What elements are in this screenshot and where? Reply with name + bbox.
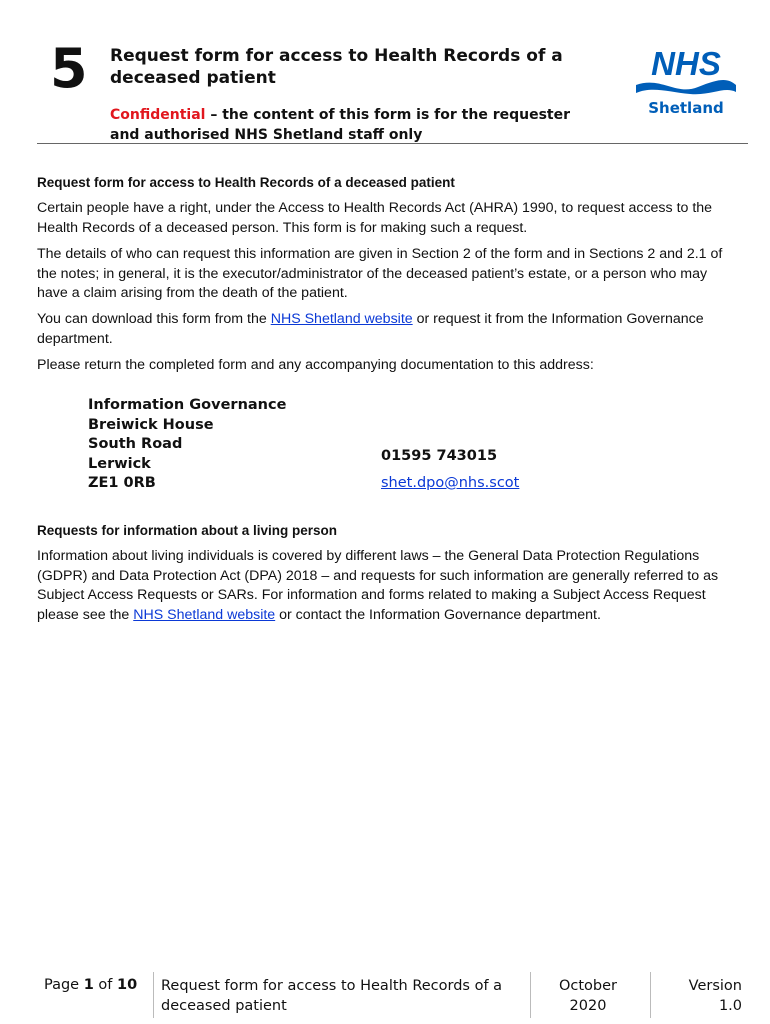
intro-p2-text: The details of who can request this information are given in Section 2 of the form and in Sections 2 and 2.1 of the notes; in general, it is the executor/administrator of the deceased patient’s estate, or a person who may have a claim arising from the death of the patient. — [37, 246, 723, 301]
footer-date — [548, 977, 628, 1016]
section-number: 5 — [50, 37, 88, 100]
page-total: 10 — [117, 977, 138, 993]
phone-number: 01595 743015 — [381, 448, 498, 464]
page-of: of — [93, 977, 118, 993]
logo-nhs-text: NHS — [651, 45, 721, 82]
header-divider — [37, 143, 748, 144]
address-line: South Road — [88, 436, 183, 452]
page-prefix: Page — [44, 977, 84, 993]
confidential-notice — [110, 105, 580, 145]
intro-paragraph-3 — [37, 310, 737, 349]
living-p-after: or contact the Information Governance department. — [275, 606, 601, 623]
footer-year: 2020 — [569, 997, 607, 1014]
intro-p3-after: or request it from the Information Governance department. — [37, 311, 704, 347]
footer-divider — [650, 972, 651, 1018]
intro-paragraph-4 — [37, 356, 737, 376]
confidential-text: – the content of this form is for the requester and authorised NHS Shetland staff only — [110, 107, 571, 143]
intro-heading: Request form for access to Health Records of a deceased patient — [37, 175, 455, 190]
wave-icon — [636, 80, 736, 94]
nhs-website-link[interactable]: NHS Shetland website — [270, 311, 413, 327]
address-line: Breiwick House — [88, 416, 214, 433]
living-p-before: Information about living individuals is covered by different laws – the General Data Protection Regulations (GDPR) and Data Protection Act (DPA) 2018 – and requests for such information are generally referred to as Subject Access Requests or SARs. For information and forms related to making a Subject Access Request please see the — [37, 548, 719, 623]
address-line: ZE1 0RB — [88, 475, 156, 491]
footer-doc-title: Request form for access to Health Records of a deceased patient — [161, 978, 503, 1014]
page-current: 1 — [83, 977, 94, 993]
living-heading: Requests for information about a living person — [37, 523, 338, 538]
page-title: Request form for access to Health Records of a deceased patient — [110, 46, 563, 88]
footer-version — [664, 977, 742, 1016]
intro-p4-text: Please return the completed form and any accompanying documentation to this address: — [37, 357, 594, 373]
version-number: 1.0 — [718, 997, 742, 1014]
nhs-website-link-2[interactable]: NHS Shetland website — [133, 606, 276, 623]
logo-shetland-text: Shetland — [648, 99, 724, 117]
page-indicator — [44, 977, 137, 993]
version-label: Version — [688, 978, 742, 994]
footer-divider — [153, 972, 154, 1018]
page-footer — [0, 972, 770, 1022]
address-line: Information Governance — [88, 397, 287, 413]
footer-month: October — [558, 978, 618, 994]
intro-p1-text: Certain people have a right, under the Access to Health Records Act (AHRA) 1990, to request access to the Health Records of a deceased person. This form is for making such a request. — [37, 200, 713, 236]
intro-paragraph-1 — [37, 199, 737, 238]
living-paragraph — [37, 547, 737, 625]
address-line: Lerwick — [88, 455, 151, 472]
postal-address — [88, 396, 286, 494]
intro-p3-before: You can download this form from the — [37, 311, 271, 327]
email-link[interactable]: shet.dpo@nhs.scot — [381, 475, 520, 491]
nhs-shetland-logo — [626, 44, 746, 124]
intro-paragraph-2 — [37, 245, 737, 304]
footer-divider — [530, 972, 531, 1018]
confidential-label: Confidential — [110, 107, 206, 123]
